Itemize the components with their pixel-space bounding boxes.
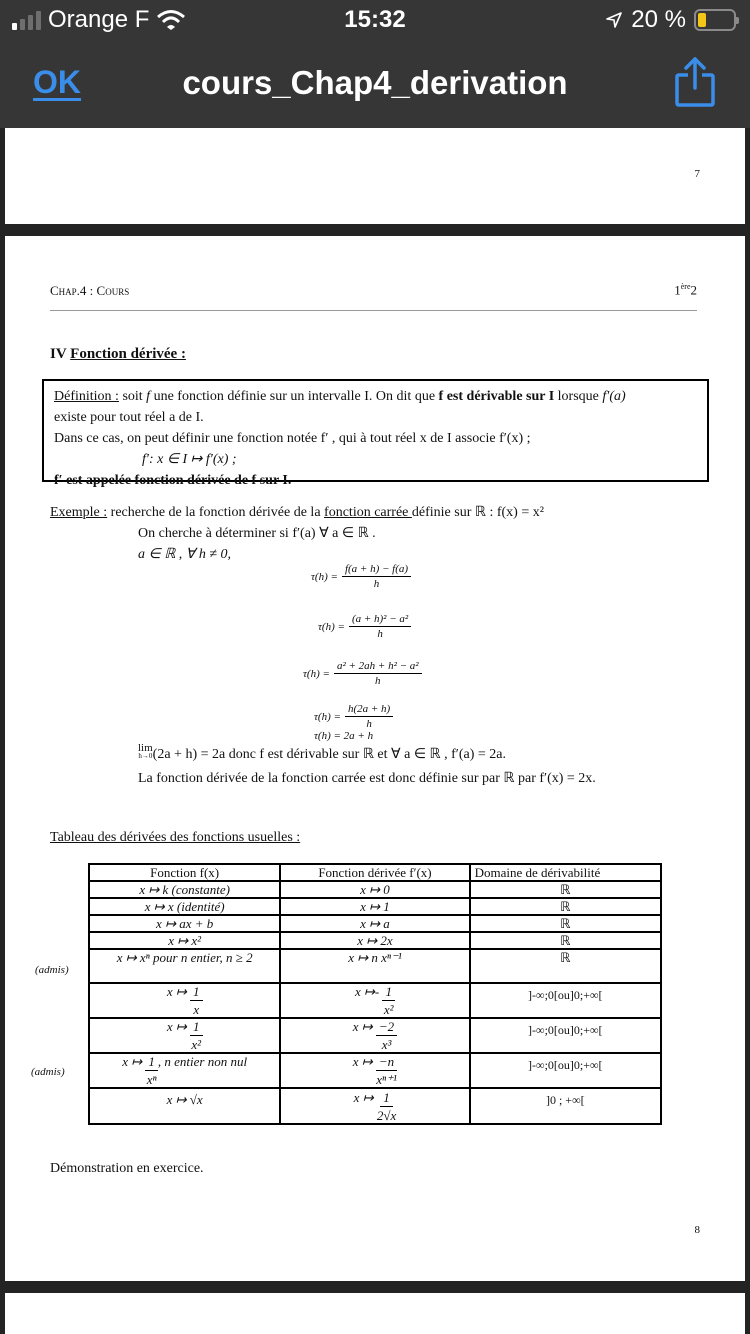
table-title: Tableau des dérivées des fonctions usuelles : <box>50 830 301 845</box>
limit-line: lim h→0 (2a + h) = 2a donc f est dérivable sur ℝ et ∀ a ∈ ℝ , f′(a) = 2a. <box>138 742 506 762</box>
chapter-header: Chap.4 : Cours <box>50 283 130 298</box>
document-nav-bar <box>0 42 750 128</box>
example-line-3: a ∈ ℝ , ∀ h ≠ 0, <box>138 547 232 562</box>
carrier-name: Orange F <box>48 6 150 33</box>
clock: 15:32 <box>344 6 406 33</box>
table-row: x ↦ $\frac{1}{\text{xⁿ}}$ , n entier non nul x ↦ $\frac{-n}{\text{xⁿ⁺¹}}$ ]-∞;0[ou]0;+∞[ <box>89 1053 661 1088</box>
status-bar <box>0 0 750 42</box>
table-row: x ↦ x² x ↦ 2x ℝ <box>89 932 661 949</box>
definition-formula: f′: x ∈ I ↦ f′(x) ; <box>142 452 237 467</box>
pdf-page-8 <box>5 236 745 1281</box>
wifi-icon <box>156 9 186 31</box>
location-arrow-icon <box>605 11 623 29</box>
header-function: Fonction f(x) <box>89 864 280 881</box>
example-line-2: On cherche à déterminer si f′(a) ∀ a ∈ ℝ . <box>138 526 376 541</box>
admis-label: (admis) <box>31 1066 65 1078</box>
derivatives-table <box>88 863 662 1125</box>
header-domain: Domaine de dérivabilité <box>470 864 661 881</box>
conclusion-line: La fonction dérivée de la fonction carrée est donc définie sur par ℝ par f′(x) = 2x. <box>138 771 596 786</box>
definition-line-2: existe pour tout réel a de I. <box>54 410 204 425</box>
signal-icon <box>12 10 41 30</box>
equation-step-1: τ(h) = $\frac{f(a + h) - f(a)}{h}$ <box>311 563 411 590</box>
example-intro: Exemple : recherche de la fonction dérivée de la fonction carrée définie sur ℝ : f(x) = x² <box>50 505 544 520</box>
table-row: x ↦ √x x ↦ $\frac{1}{2√x}$ ]0 ; +∞[ <box>89 1088 661 1124</box>
definition-line-1: Définition : soit f une fonction définie sur un intervalle I. On dit que f est dérivable sur I lorsque f′(a) <box>54 389 626 404</box>
admis-label: (admis) <box>35 964 69 976</box>
table-row: x ↦ x (identité) x ↦ 1 ℝ <box>89 898 661 915</box>
pdf-page-9 <box>5 1293 745 1334</box>
table-row: x ↦ xⁿ pour n entier, n ≥ 2 x ↦ n xⁿ⁻¹ ℝ <box>89 949 661 983</box>
table-row: x ↦ $\frac{1}{\text{x²}}$ x ↦ $\frac{-2}{\text{x³}}$ ]-∞;0[ou]0;+∞[ <box>89 1018 661 1053</box>
definition-conclusion: f′ est appelée fonction dérivée de f sur I. <box>54 473 292 488</box>
page-number: 7 <box>694 168 700 180</box>
equation-simplified: τ(h) = 2a + h <box>314 730 374 742</box>
section-title: IV Fonction dérivée : <box>50 346 186 362</box>
table-row: x ↦ k (constante) x ↦ 0 ℝ <box>89 881 661 898</box>
example-block <box>50 502 730 565</box>
equation-step-4: τ(h) = $\frac{h(2a + h)}{h}$ <box>314 703 393 730</box>
class-header: 1ère2 <box>674 282 697 298</box>
demonstration-note: Démonstration en exercice. <box>50 1161 204 1176</box>
pdf-page-7 <box>5 128 745 224</box>
definition-box <box>42 379 709 488</box>
definition-line-3: Dans ce cas, on peut définir une fonction notée f′ , qui à tout réel x de I associe f′(x) ; <box>54 431 531 446</box>
equation-step-3: τ(h) = $\frac{\text{a² + 2ah + h² − a²}}{h}$ <box>303 660 422 687</box>
done-button[interactable]: OK <box>33 64 81 100</box>
document-title: cours_Chap4_derivation <box>182 64 568 101</box>
table-header-row <box>89 864 661 881</box>
header-derivative: Fonction dérivée f′(x) <box>280 864 469 881</box>
share-icon[interactable] <box>674 56 716 108</box>
header-divider <box>50 310 697 311</box>
battery-percent: 20 % <box>631 6 686 33</box>
table-row: x ↦ ax + b x ↦ a ℝ <box>89 915 661 932</box>
page-number: 8 <box>694 1224 700 1236</box>
example-conclusion <box>138 743 738 791</box>
table-row: x ↦ $\frac{1}{x}$ x ↦- $\frac{1}{\text{x²}}$ ]-∞;0[ou]0;+∞[ <box>89 983 661 1018</box>
battery-icon <box>694 9 736 31</box>
equation-step-2: τ(h) = $\frac{\text{(a + h)² − a²}}{h}$ <box>318 613 411 640</box>
